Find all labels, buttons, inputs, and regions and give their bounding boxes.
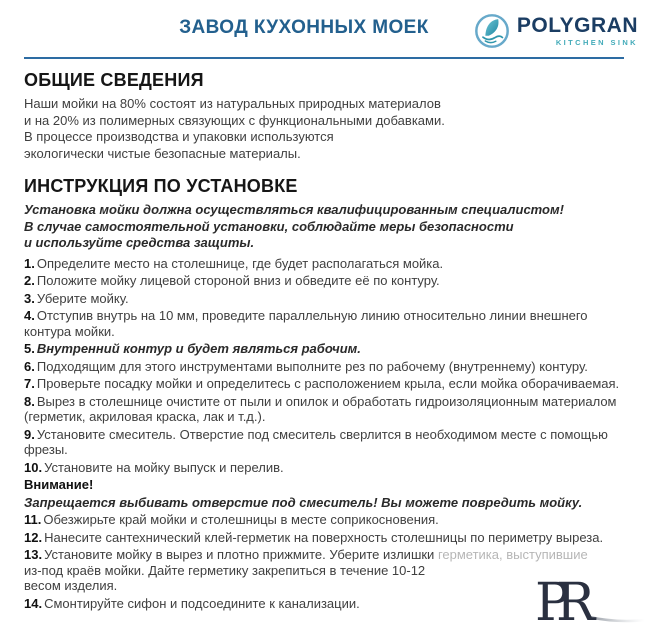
install-intro-line: В случае самостоятельной установки, соблюдайте меры безопасности — [24, 218, 514, 234]
step-text: Положите мойку лицевой стороной вниз и обведите её по контуру. — [36, 273, 440, 288]
general-text-line: и на 20% из полимерных связующих с функциональными добавками. — [24, 112, 445, 128]
step-number: 10. — [24, 459, 43, 475]
instruction-step-8 — [24, 394, 624, 425]
section-general-heading: ОБЩИЕ СВЕДЕНИЯ — [24, 70, 204, 90]
step-text: Установите на мойку выпуск и перелив. — [44, 459, 284, 475]
brand-subtitle: KITCHEN SINK — [555, 38, 638, 47]
step-number: 1. — [24, 255, 35, 271]
step-text: Вырез в столешнице очистите от пыли и опилок и обработать гидроизоляционным материалом (герметик, акриловая краска, лак и т.д.). — [24, 393, 617, 424]
step-text: весом изделия. — [24, 578, 118, 593]
instruction-step-14 — [24, 596, 624, 612]
step-text: Уберите мойку. — [36, 290, 129, 306]
step-number: 8. — [24, 393, 35, 409]
step-text: из-под краёв мойки. Дайте герметику закрепиться в течение 10-12 — [24, 562, 426, 578]
sail-wave-icon — [473, 12, 511, 50]
instruction-step-2 — [24, 273, 624, 289]
step-number: 14. — [24, 595, 43, 611]
brand-name: POLYGRAN — [516, 14, 638, 37]
step-number: 2. — [24, 273, 35, 288]
instruction-step-10 — [24, 460, 624, 476]
general-text-line: В процессе производства и упаковки используются — [24, 129, 334, 144]
step-number: 12. — [24, 529, 43, 545]
instruction-step-13 — [24, 547, 624, 594]
general-text — [24, 96, 624, 162]
general-text-line: Наши мойки на 80% состоят из натуральных природных материалов — [24, 96, 441, 111]
step-number: 7. — [24, 376, 35, 391]
install-intro-line: Установка мойки должна осуществляться квалифицированным специалистом! — [24, 202, 564, 217]
attention-title: Внимание! — [24, 477, 94, 492]
watermark-monogram: PR — [535, 573, 582, 630]
instruction-step-11 — [24, 512, 624, 528]
section-install-heading: ИНСТРУКЦИЯ ПО УСТАНОВКЕ — [24, 176, 298, 196]
install-intro-line: и используйте средства защиты. — [24, 235, 255, 250]
step-number: 4. — [24, 308, 35, 323]
watermark-line-right — [589, 617, 645, 621]
brand-block — [517, 15, 638, 47]
instruction-step-3 — [24, 291, 624, 307]
step-text: Подходящим для этого инструментами выполните рез по рабочему (внутреннему) контуру. — [36, 358, 588, 374]
step-text: Определите место на столешнице, где будет располагаться мойка. — [36, 255, 444, 271]
polygran-logo — [473, 12, 638, 50]
instruction-step-1 — [24, 256, 624, 272]
step-text: Отступив внутрь на 10 мм, проведите параллельную линию относительно линии внешнего контура мойки. — [24, 308, 588, 339]
step-text: Обезжирьте край мойки и столешницы в месте соприкосновения. — [43, 512, 439, 527]
header-title: ЗАВОД КУХОННЫХ МОЕК — [179, 17, 429, 38]
step-number: 13. — [24, 547, 43, 562]
step-text: Установите смеситель. Отверстие под смеситель сверлится в необходимом месте с помощью фрезы. — [24, 426, 608, 457]
header-divider — [24, 57, 624, 59]
step-number: 9. — [24, 426, 35, 442]
instruction-step-5 — [24, 341, 624, 357]
step-number: 5. — [24, 341, 35, 356]
general-text-line: экологически чистые безопасные материалы. — [24, 145, 301, 161]
step-number: 11. — [24, 512, 42, 527]
install-intro — [24, 202, 624, 252]
step-text: Нанесите сантехнический клей-герметик на поверхность столешницы по периметру выреза. — [44, 529, 604, 545]
step-text: Проверьте посадку мойки и определитесь с расположением крыла, если мойка оборачиваемая. — [36, 376, 620, 391]
instruction-step-6 — [24, 359, 624, 375]
content — [0, 70, 648, 611]
instruction-step-7 — [24, 376, 624, 392]
step-text: Смонтируйте сифон и подсоедините к канализации. — [44, 595, 360, 611]
step-text: Установите мойку в вырез и плотно прижмите. Уберите излишки — [44, 547, 438, 562]
attention-warning: Запрещается выбивать отверстие под смеситель! Вы можете повредить мойку. — [24, 494, 583, 510]
step-text: Внутренний контур и будет являться рабочим. — [36, 341, 361, 356]
step-number: 3. — [24, 290, 35, 306]
step-number: 6. — [24, 358, 35, 374]
header — [0, 0, 648, 57]
instruction-step-9 — [24, 427, 624, 458]
instruction-step-12 — [24, 530, 624, 546]
step-text-faded: герметика, выступившие — [437, 547, 588, 562]
instruction-step-4 — [24, 308, 624, 339]
